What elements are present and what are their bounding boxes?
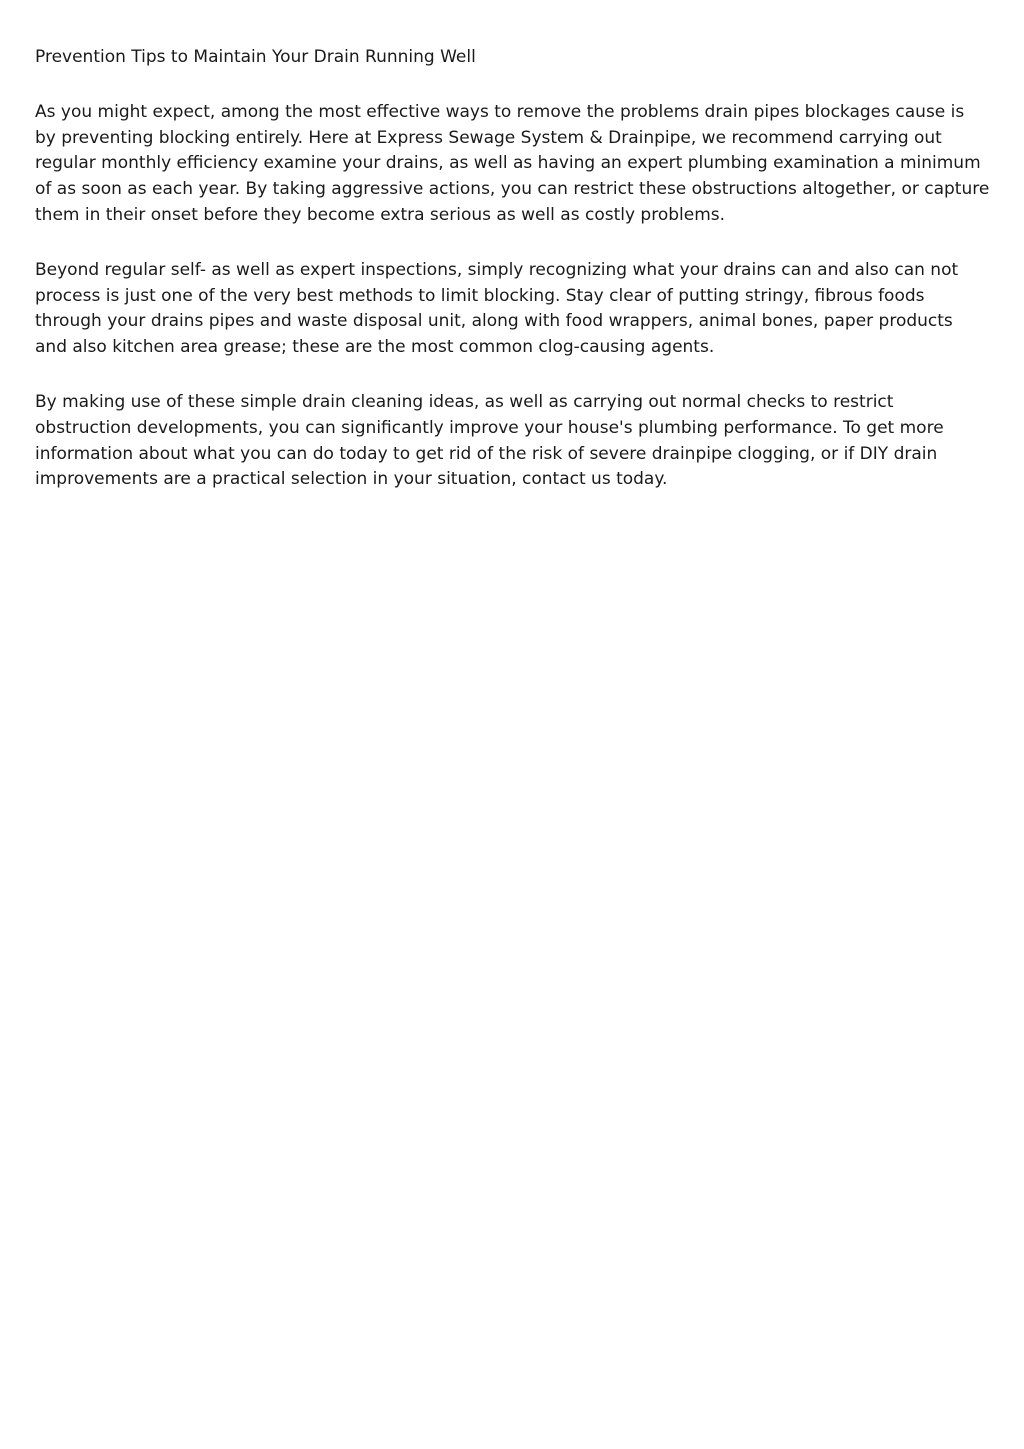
paragraph-contact: By making use of these simple drain cleaning ideas, as well as carrying out normal checks to restrict obstruction developments, you can significantly improve your house's plumbing performance. To get more information about what you can do today to get rid of the risk of severe drainpipe clogging, or if DIY drain improvements are a practical selection in your situation, contact us today. — [35, 391, 944, 490]
page-title: Prevention Tips to Maintain Your Drain Running Well — [35, 47, 476, 67]
document-page — [35, 45, 990, 522]
paragraph-inspections: Beyond regular self- as well as expert inspections, simply recognizing what your drains can and also can not process is just one of the very best methods to limit blocking. Stay clear of putting stringy, fibrous foods through your drains pipes and waste disposal unit, along with food wrappers, animal bones, paper products and also kitchen area grease; these are the most common clog-causing agents. — [35, 259, 959, 358]
paragraph-prevention: As you might expect, among the most effective ways to remove the problems drain pipes blockages cause is by preventing blocking entirely. Here at Express Sewage System & Drainpipe, we recommend carrying out regular monthly efficiency examine your drains, as well as having an expert plumbing examination a minimum of as soon as each year. By taking aggressive actions, you can restrict these obstructions altogether, or capture them in their onset before they become extra serious as well as costly problems. — [35, 101, 990, 225]
